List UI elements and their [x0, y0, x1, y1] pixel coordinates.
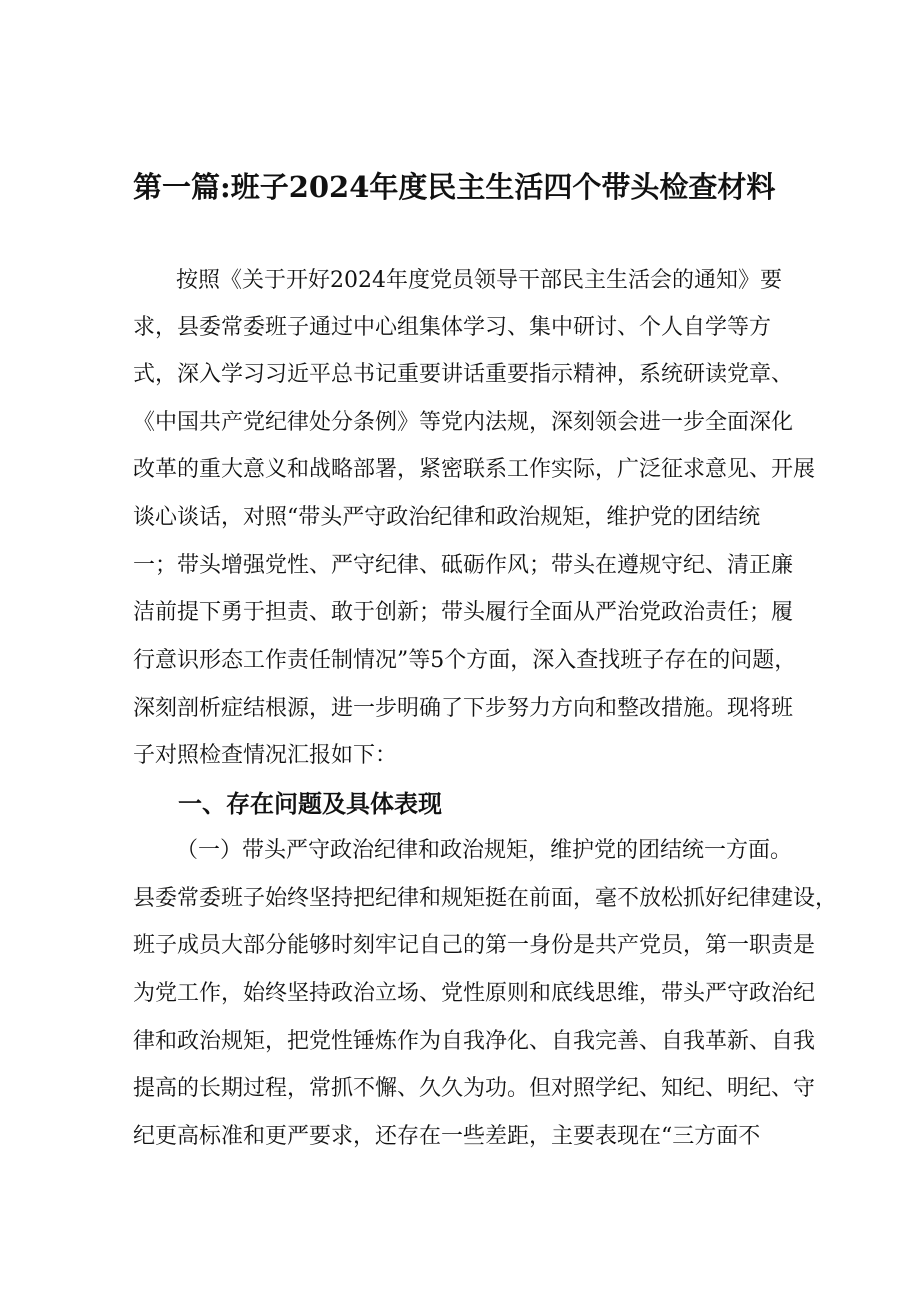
section-line: （一）带头严守政治纪律和政治规矩，维护党的团结统一方面。: [176, 838, 793, 863]
intro-line: 按照《关于开好2024年度党员领导干部民主生活会的通知》要: [176, 268, 782, 293]
intro-line: 谈心谈话，对照“带头严守政治纪律和政治规矩，维护党的团结统: [133, 505, 761, 530]
section-heading: 一、存在问题及具体表现: [178, 790, 442, 818]
intro-line: 式，深入学习习近平总书记重要讲话重要指示精神，系统研读党章、: [133, 362, 794, 387]
document-title: 第一篇:班子2024年度民主生活四个带头检查材料: [133, 170, 776, 204]
section-line: 律和政治规矩，把党性锤炼作为自我净化、自我完善、自我革新、自我: [133, 1029, 816, 1054]
section-line: 班子成员大部分能够时刻牢记自己的第一身份是共产党员，第一职责是: [133, 933, 816, 958]
section-line: 为党工作，始终坚持政治立场、党性原则和底线思维，带头严守政治纪: [133, 981, 816, 1006]
intro-line: 一；带头增强党性、严守纪律、砥砺作风；带头在遵规守纪、清正廉: [133, 553, 794, 578]
intro-line: 子对照检查情况汇报如下：: [133, 743, 398, 768]
section-line: 提高的长期过程，常抓不懈、久久为功。但对照学纪、知纪、明纪、守: [133, 1076, 816, 1101]
intro-line: 洁前提下勇于担责、敢于创新；带头履行全面从严治党政治责任；履: [133, 600, 794, 625]
intro-line: 《中国共产党纪律处分条例》等党内法规，深刻领会进一步全面深化: [133, 410, 794, 435]
section-line: 县委常委班子始终坚持把纪律和规矩挺在前面，毫不放松抓好纪律建设，: [133, 886, 838, 911]
intro-line: 求，县委常委班子通过中心组集体学习、集中研讨、个人自学等方: [133, 315, 772, 340]
section-line: 纪更高标准和更严要求，还存在一些差距，主要表现在“三方面不: [133, 1124, 761, 1149]
intro-line: 改革的重大意义和战略部署，紧密联系工作实际，广泛征求意见、开展: [133, 457, 816, 482]
intro-line: 行意识形态工作责任制情况”等5个方面，深入查找班子存在的问题，: [133, 648, 797, 673]
intro-line: 深刻剖析症结根源，进一步明确了下步努力方向和整改措施。现将班: [133, 696, 794, 721]
